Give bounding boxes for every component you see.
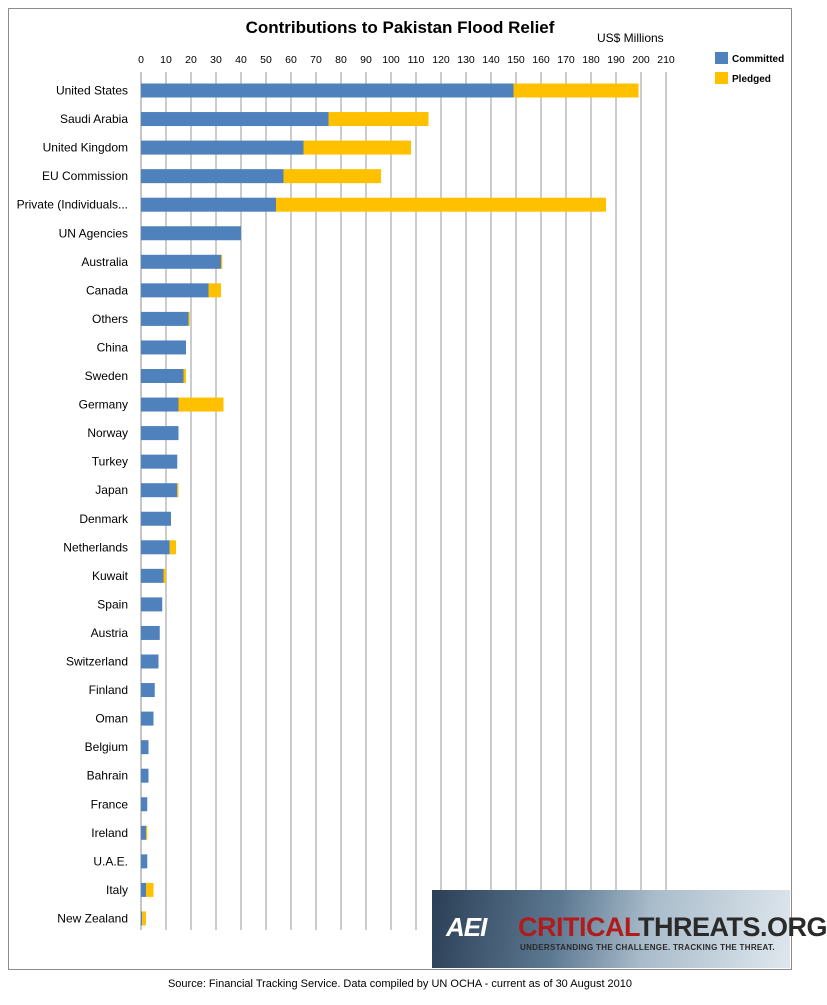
bar-committed xyxy=(141,512,171,526)
x-tick-label: 0 xyxy=(138,54,144,66)
x-tick-label: 160 xyxy=(532,54,550,66)
bar-committed xyxy=(141,712,154,726)
category-label: Private (Individuals... xyxy=(16,197,128,212)
bar-pledged xyxy=(189,312,190,326)
bar-committed xyxy=(141,569,164,583)
bar-committed xyxy=(141,540,170,554)
chart-title: Contributions to Pakistan Flood Relief xyxy=(245,18,555,37)
bar-committed xyxy=(141,398,179,412)
category-label: Bahrain xyxy=(86,768,128,783)
bar-pledged xyxy=(304,141,412,155)
bar-committed xyxy=(141,740,149,754)
x-axis-ticks xyxy=(138,54,675,66)
x-tick-label: 190 xyxy=(607,54,625,66)
category-label: Switzerland xyxy=(65,654,128,669)
bar-committed xyxy=(141,769,149,783)
aei-logo: AEI xyxy=(446,912,487,942)
bar-committed xyxy=(141,683,155,697)
x-tick-label: 170 xyxy=(557,54,575,66)
bar-committed xyxy=(141,84,514,98)
bar-pledged xyxy=(142,911,146,925)
x-tick-label: 200 xyxy=(632,54,650,66)
source-note: Source: Financial Tracking Service. Data compiled by UN OCHA - current as of 30 August 2010 xyxy=(167,978,633,990)
x-tick-label: 50 xyxy=(260,54,272,66)
category-label: France xyxy=(90,797,128,812)
bar-committed xyxy=(141,797,147,811)
category-labels xyxy=(17,84,129,926)
criticalthreats-banner xyxy=(432,890,827,968)
category-label: Germany xyxy=(78,397,128,412)
category-label: Oman xyxy=(95,711,128,726)
bar-pledged xyxy=(146,883,154,897)
bar-committed xyxy=(141,226,241,240)
category-label: Italy xyxy=(105,882,128,897)
category-label: Australia xyxy=(81,254,128,269)
bar-pledged xyxy=(177,483,178,497)
bar-pledged xyxy=(276,198,606,212)
bar-committed xyxy=(141,655,159,669)
brand-tagline: UNDERSTANDING THE CHALLENGE. TRACKING THE THREAT. xyxy=(520,943,775,952)
category-label: Netherlands xyxy=(63,540,128,555)
bar-committed xyxy=(141,141,304,155)
category-label: Denmark xyxy=(79,511,128,526)
bar-committed xyxy=(141,911,142,925)
x-tick-label: 80 xyxy=(335,54,347,66)
category-label: EU Commission xyxy=(41,169,128,184)
bar-committed xyxy=(141,312,189,326)
axis-unit-label: US$ Millions xyxy=(597,31,664,45)
x-tick-label: 140 xyxy=(482,54,500,66)
category-label: Spain xyxy=(97,597,128,612)
x-tick-label: 100 xyxy=(382,54,400,66)
bar-committed xyxy=(141,854,147,868)
bar-pledged xyxy=(221,255,222,269)
legend-label: Committed xyxy=(732,54,785,65)
category-label: Turkey xyxy=(91,454,128,469)
x-tick-label: 130 xyxy=(457,54,475,66)
bar-pledged xyxy=(284,169,382,183)
category-label: Others xyxy=(91,311,128,326)
category-label: Japan xyxy=(95,483,128,498)
bar-committed xyxy=(141,626,160,640)
category-label: New Zealand xyxy=(57,911,128,926)
bar-pledged xyxy=(209,283,222,297)
bar-pledged xyxy=(164,569,167,583)
category-label: Belgium xyxy=(84,740,128,755)
bar-committed xyxy=(141,198,276,212)
category-label: Norway xyxy=(87,426,128,441)
bar-committed xyxy=(141,883,146,897)
x-tick-label: 120 xyxy=(432,54,450,66)
x-tick-label: 150 xyxy=(507,54,525,66)
bar-pledged xyxy=(514,84,639,98)
bar-committed xyxy=(141,455,177,469)
bar-pledged xyxy=(179,398,224,412)
x-tick-label: 60 xyxy=(285,54,297,66)
category-label: Saudi Arabia xyxy=(59,112,128,127)
bar-pledged xyxy=(146,826,147,840)
bar-pledged xyxy=(184,369,187,383)
legend-label: Pledged xyxy=(732,74,771,85)
category-label: U.A.E. xyxy=(93,854,128,869)
bar-committed xyxy=(141,340,186,354)
bar-committed xyxy=(141,112,329,126)
category-label: UN Agencies xyxy=(58,226,128,241)
bar-committed xyxy=(141,283,209,297)
legend xyxy=(715,52,784,85)
bar-committed xyxy=(141,597,162,611)
category-label: China xyxy=(96,340,128,355)
legend-swatch-committed xyxy=(715,52,728,64)
category-label: United Kingdom xyxy=(42,140,128,155)
category-label: Kuwait xyxy=(91,568,128,583)
bar-committed xyxy=(141,826,146,840)
brand-part1: CRITICAL xyxy=(518,912,638,942)
bar-committed xyxy=(141,169,284,183)
brand-name xyxy=(518,912,827,943)
bar-committed xyxy=(141,426,179,440)
x-tick-label: 10 xyxy=(160,54,172,66)
bar-committed xyxy=(141,255,221,269)
x-tick-label: 30 xyxy=(210,54,222,66)
brand-part2: THREATS.ORG xyxy=(637,912,827,942)
x-tick-label: 210 xyxy=(657,54,675,66)
legend-swatch-pledged xyxy=(715,72,728,84)
bar-pledged xyxy=(329,112,429,126)
x-tick-label: 70 xyxy=(310,54,322,66)
category-label: Canada xyxy=(85,283,128,298)
x-tick-label: 90 xyxy=(360,54,372,66)
x-tick-label: 20 xyxy=(185,54,197,66)
x-tick-label: 180 xyxy=(582,54,600,66)
bar-committed xyxy=(141,369,184,383)
bar-pledged xyxy=(170,540,176,554)
x-tick-label: 110 xyxy=(407,54,425,66)
category-label: Sweden xyxy=(84,369,128,383)
category-label: United States xyxy=(55,83,128,98)
category-label: Finland xyxy=(88,683,128,698)
x-tick-label: 40 xyxy=(235,54,247,66)
category-label: Austria xyxy=(90,625,128,640)
category-label: Ireland xyxy=(91,825,128,840)
bar-committed xyxy=(141,483,177,497)
